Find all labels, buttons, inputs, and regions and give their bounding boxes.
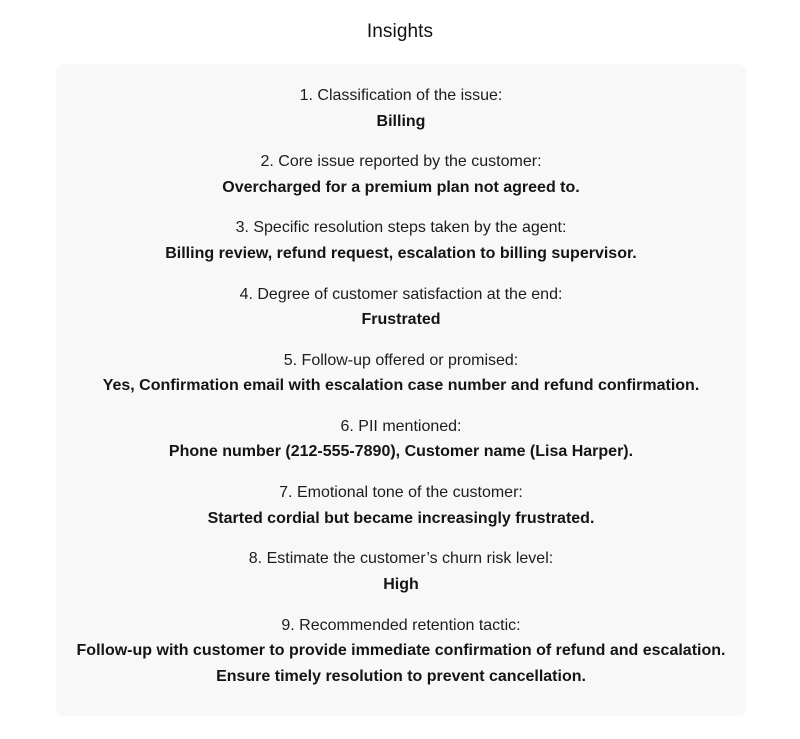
insight-item-churn-risk [56, 546, 746, 597]
insight-question: 3. Specific resolution steps taken by the agent: [235, 219, 567, 237]
insight-item-retention-tactic [56, 613, 746, 690]
insight-item-core-issue [56, 149, 746, 200]
insight-answer: Billing review, refund request, escalation to billing supervisor. [165, 244, 637, 262]
insight-question: 9. Recommended retention tactic: [281, 616, 521, 634]
insight-answer: Started cordial but became increasingly frustrated. [207, 509, 595, 527]
insight-answer: Overcharged for a premium plan not agreed to. [222, 178, 580, 196]
insight-question: 6. PII mentioned: [340, 417, 462, 435]
insight-answer-line-2: Ensure timely resolution to prevent cancellation. [216, 667, 586, 685]
insight-question: 7. Emotional tone of the customer: [279, 484, 523, 502]
insight-item-satisfaction [56, 282, 746, 333]
insight-item-classification [56, 83, 746, 134]
insight-question: 4. Degree of customer satisfaction at the end: [239, 285, 563, 303]
insight-answer: Billing [376, 112, 426, 130]
insight-answer: Yes, Confirmation email with escalation case number and refund confirmation. [102, 377, 700, 395]
insight-item-pii [56, 414, 746, 465]
insight-item-emotional-tone [56, 480, 746, 531]
insight-answer: Frustrated [361, 311, 441, 329]
insight-question: 8. Estimate the customer’s churn risk level: [248, 550, 554, 568]
insight-question: 5. Follow-up offered or promised: [283, 351, 519, 369]
insight-answer: High [383, 575, 419, 593]
page-title: Insights [366, 21, 434, 42]
insight-answer-line-1: Follow-up with customer to provide immediate confirmation of refund and escalation. [76, 642, 726, 659]
insight-question: 1. Classification of the issue: [299, 87, 503, 104]
insight-answer: Phone number (212-555-7890), Customer name (Lisa Harper). [168, 443, 634, 461]
insight-question: 2. Core issue reported by the customer: [260, 153, 542, 171]
insight-list [56, 83, 746, 704]
insights-card [56, 64, 746, 716]
insight-item-resolution-steps [56, 215, 746, 266]
insight-item-follow-up [56, 348, 746, 399]
